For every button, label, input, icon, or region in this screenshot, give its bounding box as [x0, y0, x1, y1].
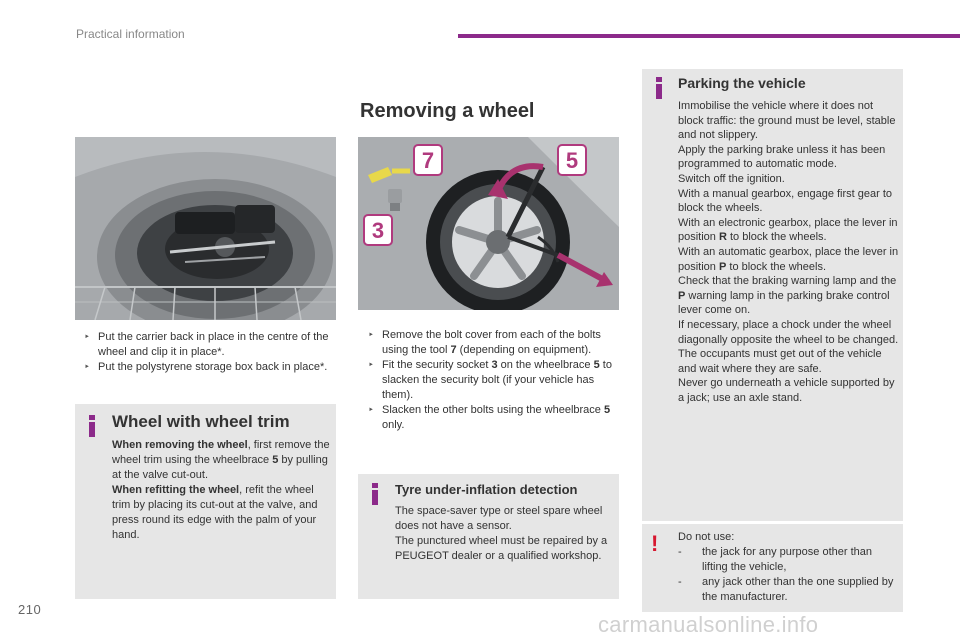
info-icon — [89, 415, 95, 437]
parking-panel — [642, 69, 903, 521]
wheel-trim-text: When removing the wheel, first remove the wheel trim using the wheelbrace 5 by pulling at the valve cut-out. When refitting the wheel, refit the wheel trim by placing its cut-out at the valve, and press round its edge with the palm of your hand. — [112, 439, 330, 541]
callout-7: 7 — [421, 148, 435, 173]
tyre-inflation-title: Tyre under-inflation detection — [395, 482, 578, 497]
warning-icon: ! — [651, 531, 659, 556]
removing-label: When removing the wheel — [112, 439, 248, 451]
callout-3: 3 — [371, 218, 385, 243]
callout-5: 5 — [565, 148, 579, 173]
list-item: - any jack other than the one supplied by the manufacturer. — [678, 575, 900, 605]
list-item: ‣ Remove the bolt cover from each of the bolts using the tool 7 (depending on equipment). — [368, 328, 618, 358]
list-item: ‣ Put the carrier back in place in the centre of the wheel and clip it in place*. — [84, 330, 334, 360]
list-item: ‣ Put the polystyrene storage box back in place*. — [84, 360, 334, 375]
parking-title: Parking the vehicle — [678, 75, 806, 91]
list-item: ‣ Fit the security socket 3 on the wheelbrace 5 to slacken the security bolt (if your vehicle has them). — [368, 358, 618, 403]
removal-steps — [368, 328, 618, 433]
list-item: ‣ Slacken the other bolts using the wheelbrace 5 only. — [368, 403, 618, 433]
spare-wheel-well-photo — [75, 137, 336, 320]
list-item: - the jack for any purpose other than lifting the vehicle, — [678, 545, 900, 575]
header-accent-bar — [458, 34, 960, 38]
removing-wheel-title: Removing a wheel — [360, 100, 535, 122]
info-icon — [372, 483, 378, 505]
carrier-instructions — [84, 330, 334, 375]
jack-warning-text: Do not use: - the jack for any purpose other than lifting the vehicle, - any jack other than the one supplied by the manufacturer. — [678, 530, 900, 605]
parking-text: Immobilise the vehicle where it does not block traffic: the ground must be level, stable and not slippery. Apply the parking brake unless it has been programmed to automatic mode. Switch off the ignition. With a manual gearbox, engage first gear to block the wheels. With an electronic gearbox, place the lever in position R to block the wheels. With an automatic gearbox, place the lever in position P to block the wheels. Check that the braking warning lamp and the P warning lamp in the parking brake control lever come on. If necessary, place a chock under the wheel diagonally opposite the wheel to be changed. The occupants must get out of the vehicle and wait where they are safe. Never go underneath a vehicle supported by a jack; use an axle stand. — [678, 100, 899, 404]
wheel-trim-title: Wheel with wheel trim — [112, 412, 290, 431]
info-icon — [656, 77, 662, 99]
refitting-label: When refitting the wheel — [112, 484, 240, 496]
watermark: carmanualsonline.info — [598, 612, 819, 637]
tyre-inflation-panel — [358, 474, 619, 599]
wheel-trim-panel — [75, 404, 336, 599]
wheel-removal-illustration — [358, 137, 619, 310]
page-number: 210 — [18, 602, 42, 617]
tyre-inflation-text: The space-saver type or steel spare wheel does not have a sensor. The punctured wheel must be repaired by a PEUGEOT dealer or a qualified workshop. — [395, 505, 608, 562]
section-label: Practical information — [76, 27, 185, 41]
